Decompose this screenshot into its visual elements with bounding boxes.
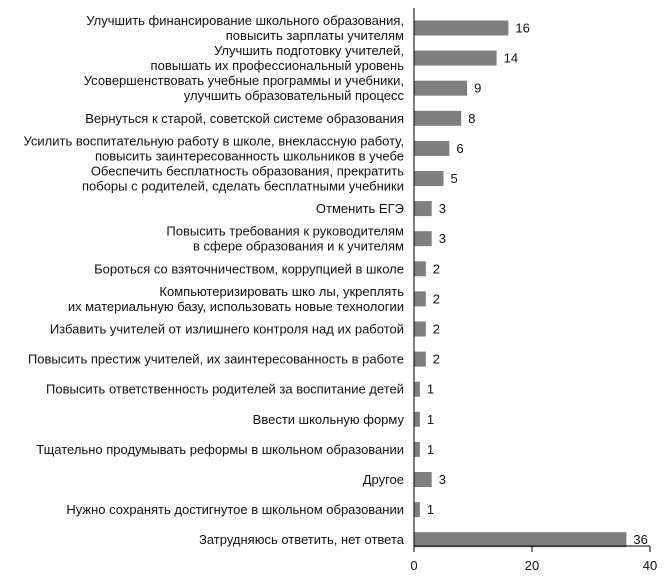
value-labels-layer [427, 21, 648, 548]
value-label-5: 5 [450, 171, 458, 186]
value-label-6: 3 [438, 201, 446, 217]
bar-11 [414, 352, 426, 367]
bar-17 [414, 532, 626, 547]
bar-12 [414, 382, 420, 397]
x-tick-label-0: 0 [410, 558, 418, 573]
category-label-14-line-0: Тщательно продумывать реформы в школьном образовании [36, 441, 404, 457]
value-label-17: 36 [633, 532, 648, 548]
category-label-13 [253, 412, 405, 427]
value-label-14: 1 [426, 441, 435, 457]
category-label-11 [28, 352, 404, 367]
bar-13 [414, 412, 420, 427]
bar-15 [414, 472, 432, 487]
bars-layer [414, 21, 626, 548]
category-label-4-line-0: Усилить воспитательную работу в школе, внеклассную работу, [23, 133, 404, 149]
value-label-7: 3 [438, 231, 446, 247]
category-label-0-line-1: повысить зарплаты учителям [225, 28, 404, 43]
category-label-12-line-0: Повысить ответственность родителей за воспитание детей [46, 381, 404, 397]
category-label-1-line-0: Улучшить подготовку учителей, [214, 43, 404, 59]
category-label-6 [316, 201, 404, 216]
value-label-8: 2 [432, 261, 441, 277]
category-label-16-line-0: Нужно сохранять достигнутое в школьном образовании [66, 502, 404, 518]
category-label-4-line-1: повысить заинтересованность школьников в учебе [94, 148, 404, 164]
bar-6 [414, 201, 432, 216]
bar-7 [414, 231, 432, 246]
value-label-1: 14 [503, 50, 519, 66]
value-label-15: 3 [438, 472, 446, 487]
x-tick-label-1: 20 [524, 558, 540, 573]
bar-10 [414, 322, 426, 337]
value-label-10: 2 [432, 321, 441, 337]
category-label-12 [46, 382, 404, 397]
category-label-7-line-1: в сфере образования и к учителям [192, 238, 404, 254]
category-label-3-line-0: Вернуться к старой, советской системе образования [85, 110, 404, 126]
x-tick-label-2: 40 [642, 558, 658, 573]
bar-9 [414, 291, 426, 306]
value-label-9: 2 [432, 291, 441, 307]
category-label-8-line-0: Бороться со взяточничеством, коррупцией в школе [94, 261, 404, 277]
value-label-3: 8 [468, 110, 476, 126]
category-label-9 [68, 284, 404, 314]
category-label-2-line-1: улучшить образовательный процесс [183, 88, 404, 104]
category-label-4 [24, 133, 404, 163]
category-label-10 [50, 322, 404, 337]
bar-4 [414, 141, 449, 156]
category-label-13-line-0: Ввести школьную форму [252, 411, 404, 427]
category-label-2 [84, 73, 405, 103]
category-label-9-line-0: Компьютеризировать шко лы, укреплять [159, 283, 404, 299]
category-label-0-line-0: Улучшить финансирование школьного образования, [86, 13, 404, 28]
value-label-13: 1 [426, 411, 435, 427]
category-label-9-line-1: их материальную базу, использовать новые технологии [67, 298, 404, 314]
bar-5 [414, 171, 444, 186]
category-label-17 [199, 532, 405, 547]
category-label-17-line-0: Затрудняюсь ответить, нет ответа [198, 532, 404, 548]
category-label-15-line-0: Другое [362, 472, 404, 487]
category-labels-layer [24, 13, 405, 547]
bar-3 [414, 111, 461, 126]
category-label-8 [94, 261, 404, 276]
value-label-11: 2 [432, 351, 441, 367]
category-label-16 [66, 502, 404, 517]
category-label-5-line-1: поборы с родителей, сделать бесплатными учебники [81, 178, 404, 194]
bar-2 [414, 81, 467, 96]
category-label-15 [363, 472, 404, 487]
bar-0 [414, 21, 508, 36]
value-label-2: 9 [474, 80, 482, 96]
value-label-12: 1 [426, 381, 435, 397]
category-label-2-line-0: Усовершенствовать учебные программы и учебники, [83, 73, 404, 89]
value-label-4: 6 [456, 140, 464, 156]
category-label-11-line-0: Повысить престиж учителей, их заинтересованность в работе [27, 351, 404, 367]
bar-14 [414, 442, 420, 457]
category-label-14 [36, 442, 404, 457]
category-label-7 [166, 224, 404, 254]
value-label-16: 1 [426, 502, 435, 518]
category-label-10-line-0: Избавить учителей от излишнего контроля над их работой [49, 321, 404, 337]
category-label-6-line-0: Отменить ЕГЭ [315, 201, 404, 217]
category-label-5 [82, 164, 404, 194]
value-label-0: 16 [515, 20, 530, 36]
category-label-7-line-0: Повысить требования к руководителям [166, 223, 404, 239]
category-label-1 [151, 43, 405, 73]
bar-16 [414, 502, 420, 517]
category-label-5-line-0: Обеспечить бесплатность образования, прекратить [90, 163, 404, 179]
category-label-1-line-1: повышать их профессиональный уровень [150, 58, 404, 74]
bar-1 [414, 51, 497, 66]
category-label-0 [86, 13, 404, 43]
bar-8 [414, 261, 426, 276]
category-label-3 [85, 111, 404, 126]
